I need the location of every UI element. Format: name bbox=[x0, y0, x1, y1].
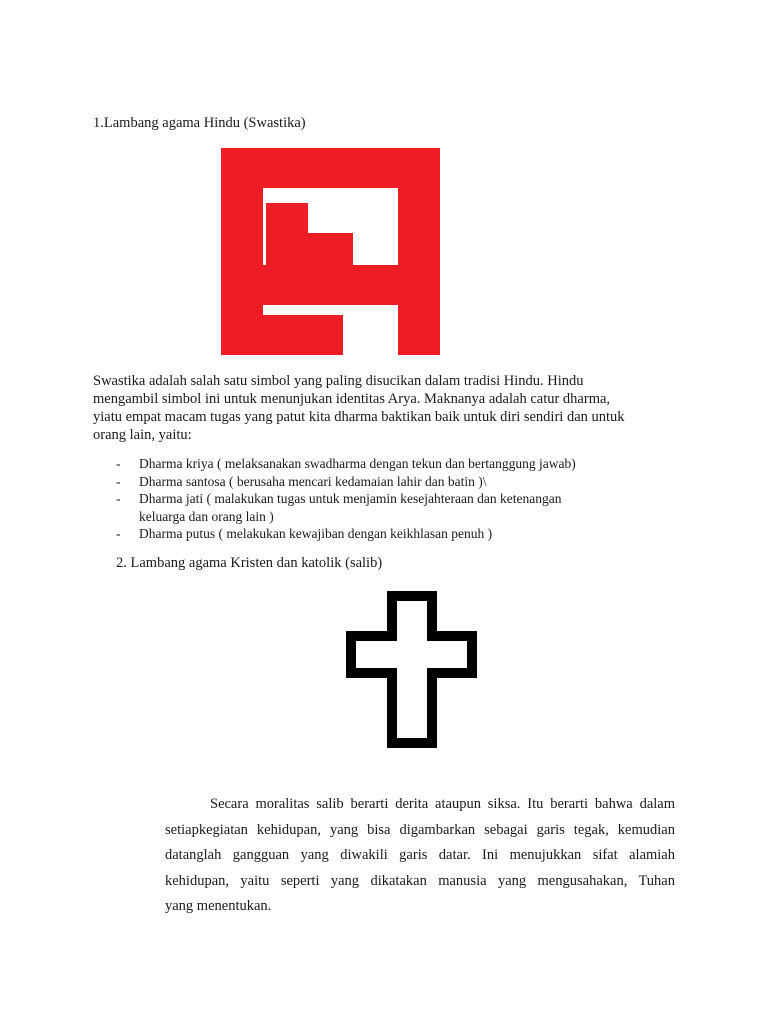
list-item-text: Dharma kriya ( melaksanakan swadharma dengan tekun dan bertanggung jawab) bbox=[139, 456, 576, 471]
paragraph-line: kehidupan, yaitu seperti yang dikatakan manusia yang mengusahakan, Tuhan bbox=[165, 872, 675, 889]
list-item-text: Dharma putus ( melakukan kewajiban dengan keikhlasan penuh ) bbox=[139, 526, 493, 541]
list-bullet: - bbox=[116, 473, 121, 489]
list-bullet: - bbox=[116, 456, 121, 471]
list-item bbox=[116, 473, 676, 491]
section2-heading: 2. Lambang agama Kristen dan katolik (salib) bbox=[116, 555, 383, 571]
paragraph-line: yiatu empat macam tugas yang patut kita dharma baktikan baik untuk diri sendiri dan untuk bbox=[93, 409, 625, 425]
list-item-continuation: keluarga dan orang lain ) bbox=[139, 508, 274, 524]
cross-outline-icon bbox=[346, 591, 477, 748]
paragraph-line: setiapkegiatan kehidupan, yang bisa digambarkan sebagai garis tegak, kemudian bbox=[165, 821, 675, 838]
list-item bbox=[116, 525, 676, 543]
list-bullet: - bbox=[116, 526, 121, 541]
section1-paragraph bbox=[93, 372, 683, 444]
paragraph-line: orang lain, yaitu: bbox=[93, 427, 192, 443]
list-bullet: - bbox=[116, 491, 121, 506]
paragraph-line: Swastika adalah salah satu simbol yang paling disucikan dalam tradisi Hindu. Hindu bbox=[93, 373, 584, 389]
paragraph-line: datanglah gangguan yang diwakili garis datar. Ini menujukkan sifat alamiah bbox=[165, 847, 675, 863]
paragraph-line: Secara moralitas salib berarti derita ataupun siksa. Itu berarti bahwa dalam bbox=[210, 796, 675, 812]
list-item-text: Dharma jati ( malakukan tugas untuk menjamin kesejahteraan dan ketenangan bbox=[139, 491, 562, 506]
paragraph-line: yang menentukan. bbox=[165, 898, 272, 914]
catur-dharma-list bbox=[116, 455, 676, 543]
list-item-text: Dharma santosa ( berusaha mencari kedamaian lahir dan batin )\ bbox=[139, 473, 487, 489]
paragraph-line: mengambil simbol ini untuk menunjukan identitas Arya. Maknanya adalah catur dharma, bbox=[93, 391, 611, 407]
section1-heading: 1.Lambang agama Hindu (Swastika) bbox=[93, 115, 306, 131]
list-item bbox=[116, 490, 676, 525]
swastika-icon bbox=[221, 148, 440, 355]
section2-paragraph bbox=[165, 792, 675, 920]
list-item bbox=[116, 455, 676, 473]
